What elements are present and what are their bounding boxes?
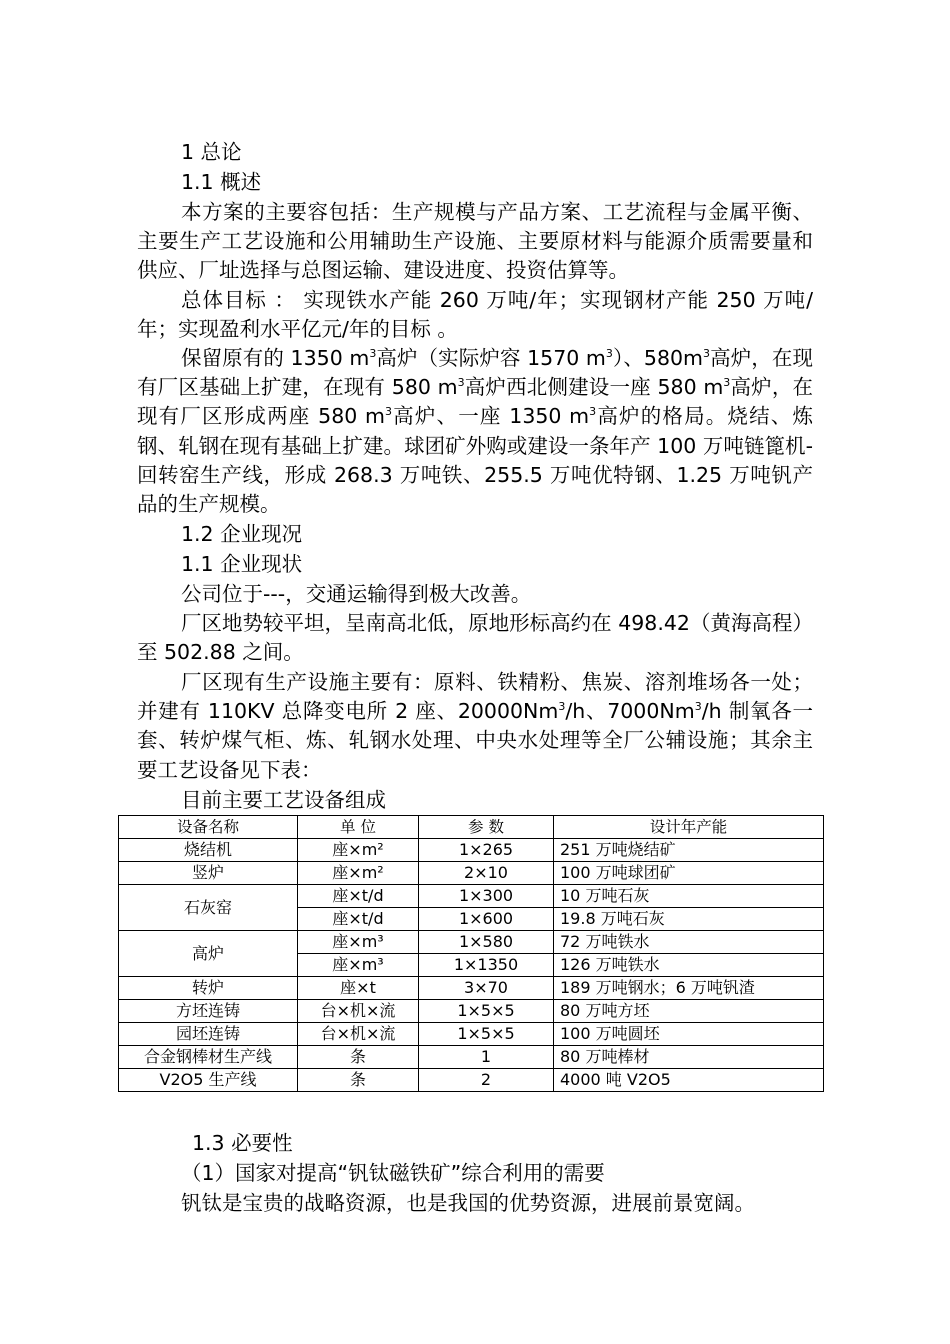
cell-parameter: 1×5×5	[419, 1000, 554, 1023]
cell-capacity: 80 万吨棒材	[554, 1046, 824, 1069]
cell-name: 合金钢棒材生产线	[119, 1046, 298, 1069]
table-row	[119, 1023, 824, 1046]
table-row	[119, 1046, 824, 1069]
paragraph-location: 公司位于---，交通运输得到极大改善。	[181, 582, 532, 606]
table-row	[119, 839, 824, 862]
cell-unit: 座×m²	[298, 839, 419, 862]
cell-parameter: 1×265	[419, 839, 554, 862]
cell-parameter: 2×10	[419, 862, 554, 885]
cell-unit: 座×m³	[298, 954, 419, 977]
heading-overview: 1.1 概述	[181, 170, 262, 194]
cell-name: V2O5 生产线	[119, 1069, 298, 1092]
header-equipment-name: 设备名称	[119, 816, 298, 839]
cell-unit: 座×m²	[298, 862, 419, 885]
cell-parameter: 3×70	[419, 977, 554, 1000]
paragraph-facilities: 厂区现有生产设施主要有：原料、铁精粉、焦炭、溶剂堆场各一处；并建有 110KV 总降变电所 2 座、20000Nm$^3$/h、7000Nm$^3$/h 制氧各一套、转炉煤气柜、炼、轧钢水处理、中央水处理等全厂公辅设施；其余主要工艺设备见下表：	[137, 670, 813, 782]
table-row	[119, 885, 824, 908]
cell-unit: 条	[298, 1069, 419, 1092]
cell-unit: 台×机×流	[298, 1023, 419, 1046]
header-unit: 单 位	[298, 816, 419, 839]
cell-unit: 座×t/d	[298, 885, 419, 908]
cell-unit: 台×机×流	[298, 1000, 419, 1023]
equipment-table	[118, 815, 824, 1092]
header-parameter: 参 数	[419, 816, 554, 839]
cell-parameter: 1×5×5	[419, 1023, 554, 1046]
paragraph-plan: 保留原有的 1350 $m^3$高炉（实际炉容 1570 $m^3$）、$580m^3$高炉，在现有厂区基础上扩建，在现有 580 $m^3$高炉西北侧建设一座 580 $m^3$高炉，在现有厂区形成两座 580 $m^3$高炉、一座 1350 $m^3$高炉的格局。烧结、炼钢、轧钢在现有基础上扩建。球团矿外购或建设一条年产 100 万吨链篦机-回转窑生产线，形成 268.3 万吨铁、255.5 万吨优特钢、1.25 万吨钒产品的生产规模。	[137, 346, 813, 517]
cell-parameter: 1×1350	[419, 954, 554, 977]
heading-national-need: （1）国家对提高“钒钛磁铁矿”综合利用的需要	[181, 1161, 605, 1185]
table-row	[119, 1000, 824, 1023]
cell-name: 园坯连铸	[119, 1023, 298, 1046]
cell-name: 烧结机	[119, 839, 298, 862]
cell-capacity: 100 万吨球团矿	[554, 862, 824, 885]
cell-unit: 条	[298, 1046, 419, 1069]
paragraph-vanadium: 钒钛是宝贵的战略资源，也是我国的优势资源，进展前景宽阔。	[181, 1191, 755, 1215]
header-capacity: 设计年产能	[554, 816, 824, 839]
heading-necessity: 1.3 必要性	[192, 1131, 293, 1155]
cell-capacity: 189 万吨钢水；6 万吨钒渣	[554, 977, 824, 1000]
heading-company-current: 1.1 企业现状	[181, 552, 303, 576]
cell-unit: 座×m³	[298, 931, 419, 954]
cell-unit: 座×t/d	[298, 908, 419, 931]
cell-parameter: 2	[419, 1069, 554, 1092]
cell-parameter: 1×600	[419, 908, 554, 931]
table-row	[119, 1069, 824, 1092]
paragraph-scope: 本方案的主要容包括：生产规模与产品方案、工艺流程与金属平衡、主要生产工艺设施和公用辅助生产设施、主要原材料与能源介质需要量和供应、厂址选择与总图运输、建设进度、投资估算等。	[137, 200, 813, 283]
cell-capacity: 72 万吨铁水	[554, 931, 824, 954]
cell-parameter: 1	[419, 1046, 554, 1069]
table-row	[119, 862, 824, 885]
table-row	[119, 931, 824, 954]
paragraph-goal: 总体目标 ： 实现铁水产能 260 万吨/年；实现钢材产能 250 万吨/年；实现盈利水平亿元/年的目标 。	[137, 288, 813, 342]
cell-capacity: 4000 吨 V2O5	[554, 1069, 824, 1092]
cell-parameter: 1×580	[419, 931, 554, 954]
table-row	[119, 977, 824, 1000]
table-header-row	[119, 816, 824, 839]
cell-parameter: 1×300	[419, 885, 554, 908]
cell-name: 高炉	[119, 931, 298, 977]
paragraph-terrain: 厂区地势较平坦，呈南高北低，原地形标高约在 498.42（黄海高程）至 502.88 之间。	[137, 611, 813, 665]
cell-capacity: 100 万吨圆坯	[554, 1023, 824, 1046]
cell-name: 竖炉	[119, 862, 298, 885]
heading-general: 1 总论	[181, 140, 242, 164]
cell-capacity: 251 万吨烧结矿	[554, 839, 824, 862]
table-caption: 目前主要工艺设备组成	[181, 788, 386, 812]
cell-capacity: 10 万吨石灰	[554, 885, 824, 908]
cell-capacity: 126 万吨铁水	[554, 954, 824, 977]
cell-capacity: 80 万吨方坯	[554, 1000, 824, 1023]
cell-name: 转炉	[119, 977, 298, 1000]
cell-unit: 座×t	[298, 977, 419, 1000]
heading-company-status: 1.2 企业现况	[181, 522, 303, 546]
cell-capacity: 19.8 万吨石灰	[554, 908, 824, 931]
cell-name: 方坯连铸	[119, 1000, 298, 1023]
cell-name: 石灰窑	[119, 885, 298, 931]
